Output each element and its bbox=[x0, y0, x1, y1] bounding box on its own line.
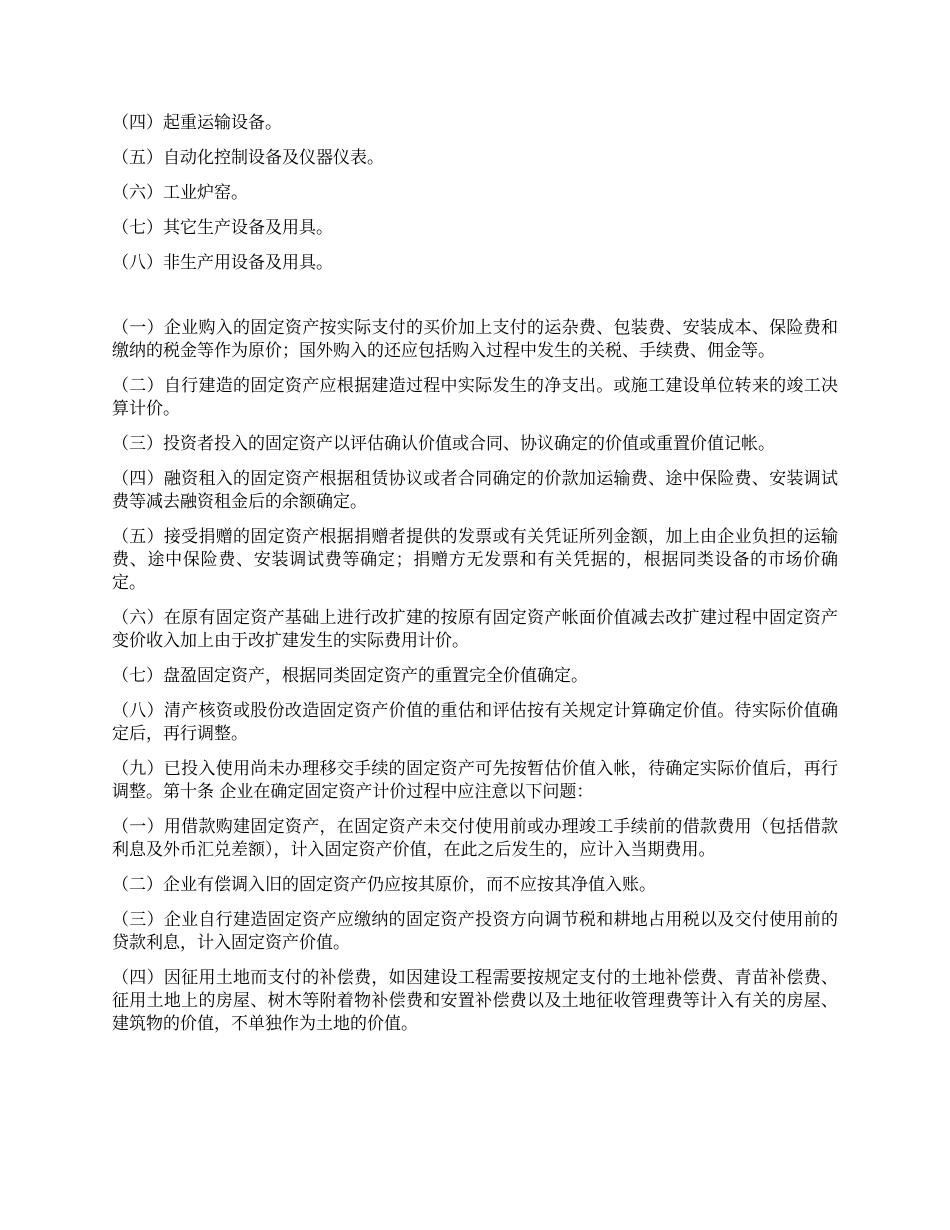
list-item: （四）起重运输设备。 bbox=[112, 113, 282, 133]
paragraph: （六）在原有固定资产基础上进行改扩建的按原有固定资产帐面价值减去改扩建过程中固定资产变价收入加上由于改扩建发生的实际费用计价。 bbox=[112, 608, 838, 651]
paragraph: （四）因征用土地而支付的补偿费，如因建设工程需要按规定支付的土地补偿费、青苗补偿费、征用土地上的房屋、树木等附着物补偿费和安置补偿费以及土地征收管理费等计入有关的房屋、建筑物的价值，不单独作为土地的价值。 bbox=[112, 968, 838, 1034]
paragraph: （九）已投入使用尚未办理移交手续的固定资产可先按暂估价值入帐，待确定实际价值后，再行调整。第十条 企业在确定固定资产计价过程中应注意以下问题： bbox=[112, 759, 838, 802]
paragraph: （四）融资租入的固定资产根据租赁协议或者合同确定的价款加运输费、途中保险费、安装调试费等减去融资租金后的余额确定。 bbox=[112, 469, 838, 512]
section-gap bbox=[112, 287, 838, 317]
valuation-section bbox=[112, 317, 838, 1036]
list-item: （七）其它生产设备及用具。 bbox=[112, 218, 333, 238]
paragraph: （八）清产核资或股份改造固定资产价值的重估和评估按有关规定计算确定价值。待实际价值确定后，再行调整。 bbox=[112, 701, 838, 744]
paragraph: （二）企业有偿调入旧的固定资产仍应按其原价，而不应按其净值入账。 bbox=[112, 875, 656, 895]
paragraph: （一）用借款购建固定资产，在固定资产未交付使用前或办理竣工手续前的借款费用（包括借款利息及外币汇兑差额），计入固定资产价值，在此之后发生的，应计入当期费用。 bbox=[112, 817, 838, 860]
equipment-list bbox=[112, 112, 838, 275]
paragraph: （三）投资者投入的固定资产以评估确认价值或合同、协议确定的价值或重置价值记帐。 bbox=[112, 434, 775, 454]
paragraph: （二）自行建造的固定资产应根据建造过程中实际发生的净支出。或施工建设单位转来的竣工决算计价。 bbox=[112, 376, 838, 419]
paragraph: （七）盘盈固定资产，根据同类固定资产的重置完全价值确定。 bbox=[112, 666, 588, 686]
document-body bbox=[112, 112, 838, 1048]
list-item: （六）工业炉窑。 bbox=[112, 183, 248, 203]
paragraph: （一）企业购入的固定资产按实际支付的买价加上支付的运杂费、包装费、安装成本、保险费和缴纳的税金等作为原价；国外购入的还应包括购入过程中发生的关税、手续费、佣金等。 bbox=[112, 318, 838, 361]
paragraph: （五）接受捐赠的固定资产根据捐赠者提供的发票或有关凭证所列金额，加上由企业负担的运输费、途中保险费、安装调试费等确定；捐赠方无发票和有关凭据的，根据同类设备的市场价确定。 bbox=[112, 527, 838, 593]
paragraph: （三）企业自行建造固定资产应缴纳的固定资产投资方向调节税和耕地占用税以及交付使用前的贷款利息，计入固定资产价值。 bbox=[112, 910, 838, 953]
list-item: （五）自动化控制设备及仪器仪表。 bbox=[112, 148, 384, 168]
list-item: （八）非生产用设备及用具。 bbox=[112, 253, 333, 273]
